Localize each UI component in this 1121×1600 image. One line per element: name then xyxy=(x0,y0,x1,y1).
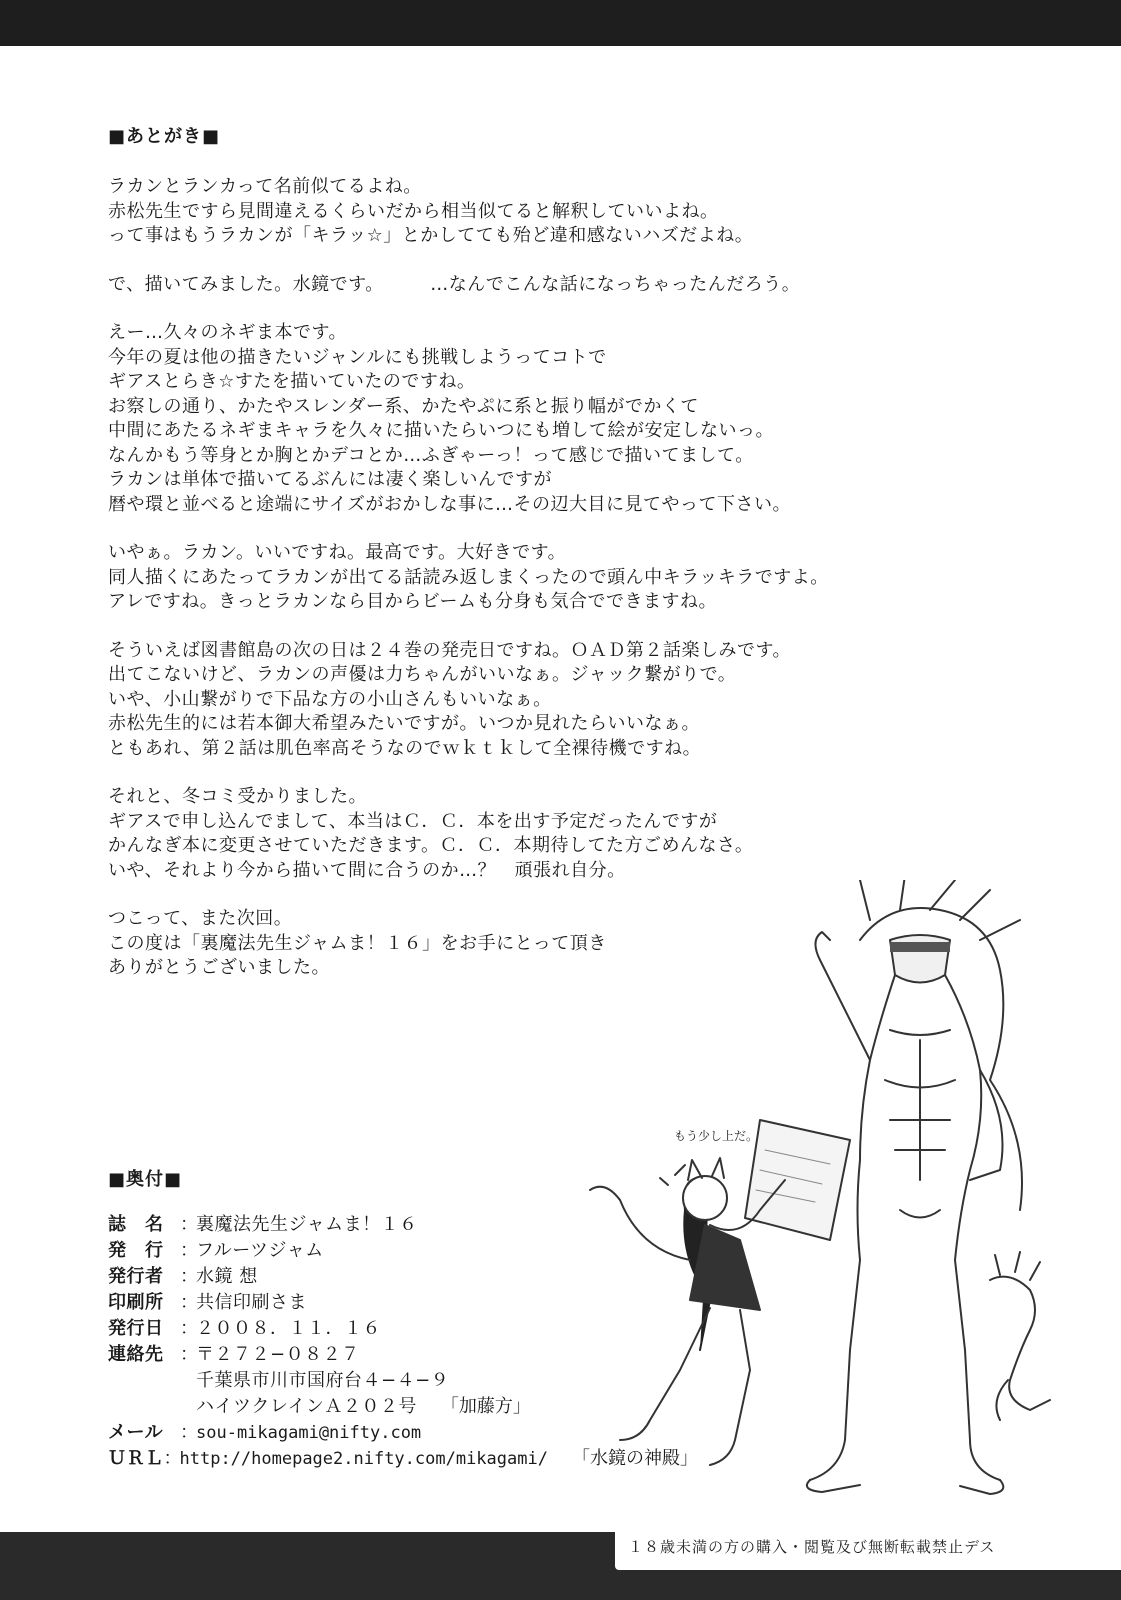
afterword-line: で、描いてみました。水鏡です。 …なんでこんな話になっちゃったんだろう。 xyxy=(108,273,801,295)
top-border xyxy=(0,0,1121,46)
colophon-separator: ： xyxy=(180,1344,198,1365)
colophon-label: ＵＲＬ xyxy=(108,1448,164,1469)
afterword-line: ギアスで申し込んでまして、本当はＣ．Ｃ．本を出す予定だったんですが xyxy=(108,810,718,832)
colophon-note: 「加藤方」 xyxy=(440,1396,531,1417)
website-url: http://homepage2.nifty.com/mikagami/ xyxy=(179,1449,548,1469)
afterword-line: つこって、また次回。 xyxy=(108,908,293,929)
afterword-line: お察しの通り、かたやスレンダー系、かたやぷに系と振り幅がでかくて xyxy=(108,395,699,417)
colophon-separator: ： xyxy=(180,1266,198,1287)
afterword-line: かんなぎ本に変更させていただきます。Ｃ．Ｃ．本期待してた方ごめんなさ。 xyxy=(108,835,754,856)
afterword-line: なんかもう等身とか胸とかデコとか…ふぎゃーっ！って感じで描いてまして。 xyxy=(108,444,754,466)
afterword-line: いや、それより今から描いて間に合うのか…？ 頑張れ自分。 xyxy=(108,859,626,881)
afterword-line: 同人描くにあたってラカンが出てる話読み返しまくったので頭ん中キラッキラですよ。 xyxy=(108,566,829,588)
afterword-paragraph-3 xyxy=(108,321,968,517)
afterword-paragraph-6 xyxy=(108,785,968,883)
afterword-line: この度は「裏魔法先生ジャムま！１６」をお手にとって頂き xyxy=(108,932,607,954)
colophon-label: メール xyxy=(108,1422,164,1443)
afterword-line: 赤松先生的には若本御大希望みたいですが。いつか見れたらいいなぁ。 xyxy=(108,713,700,734)
small-creature-art xyxy=(990,1252,1050,1420)
colophon-separator: ： xyxy=(180,1214,198,1235)
afterword-line: えー…久々のネギま本です。 xyxy=(108,322,348,343)
illustration xyxy=(560,880,1120,1520)
afterword-line: それと、冬コミ受かりました。 xyxy=(108,786,367,807)
afterword-line: いや、小山繋がりで下品な方の小山さんもいいなぁ。 xyxy=(108,688,552,710)
colophon-value: フルーツジャム xyxy=(196,1240,324,1261)
email-address: sou-mikagami@nifty.com xyxy=(196,1423,422,1443)
colophon-label: 発 行 xyxy=(108,1240,164,1261)
colophon-note: 「水鏡の神殿」 xyxy=(571,1448,698,1469)
afterword-line: そういえば図書館島の次の日は２４巻の発売日ですね。ＯＡＤ第２話楽しみです。 xyxy=(108,639,792,661)
colophon-label: 発行者 xyxy=(108,1266,164,1287)
colophon-separator: ： xyxy=(180,1422,198,1443)
afterword-line: 暦や環と並べると途端にサイズがおかしな事に…その辺大目に見てやって下さい。 xyxy=(108,493,792,515)
afterword-line: アレですね。きっとラカンなら目からビームも分身も気合でできますね。 xyxy=(108,591,718,612)
colophon-separator: ： xyxy=(180,1292,198,1313)
afterword-line: ありがとうございました。 xyxy=(108,957,330,978)
colophon-label: 印刷所 xyxy=(108,1292,164,1313)
colophon-separator: ： xyxy=(163,1448,182,1469)
colophon-label: 発行日 xyxy=(108,1318,164,1339)
colophon-value: ハイツクレインＡ２０２号 xyxy=(196,1396,417,1417)
colophon-label xyxy=(108,1394,180,1420)
afterword-line: ラカンとランカって名前似てるよね。 xyxy=(108,176,422,197)
colophon-value: 水鏡 想 xyxy=(196,1266,258,1287)
speech-bubble-text: もう少し上だ。 xyxy=(674,1129,759,1143)
colophon-value: 千葉県市川市国府台４−４−９ xyxy=(196,1370,450,1391)
colophon-label: 連絡先 xyxy=(108,1344,164,1365)
afterword-line: 出てこないけど、ラカンの声優は力ちゃんがいいなぁ。ジャック繋がりで。 xyxy=(108,664,737,685)
colophon-value: 共信印刷さま xyxy=(196,1292,307,1313)
colophon-value: 〒２７２−０８２７ xyxy=(196,1344,360,1365)
afterword-line: って事はもうラカンが「キラッ☆」とかしてても殆ど違和感ないハズだよね。 xyxy=(108,225,754,246)
colophon-separator: ： xyxy=(180,1318,198,1339)
colophon-value: 裏魔法先生ジャムま！１６ xyxy=(196,1214,418,1235)
colophon-label xyxy=(108,1368,180,1394)
colophon-label: 誌 名 xyxy=(108,1214,164,1235)
afterword-line: ラカンは単体で描いてるぶんには凄く楽しいんですが xyxy=(108,469,552,490)
afterword-line: ともあれ、第２話は肌色率高そうなのでｗｋｔｋして全裸待機ですね。 xyxy=(108,737,702,759)
afterword-line: 中間にあたるネギまキャラを久々に描いたらいつにも増して絵が安定しないっ。 xyxy=(108,420,774,441)
colophon-separator: ： xyxy=(180,1240,198,1261)
afterword-line: 赤松先生ですら見間違えるくらいだから相当似てると解釈していいよね。 xyxy=(108,200,719,222)
colophon-heading: ■奥付■ xyxy=(108,1169,183,1190)
afterword-paragraph-4 xyxy=(108,541,968,615)
afterword-line: いやぁ。ラカン。いいですね。最高です。大好きです。 xyxy=(108,542,567,563)
sign-art xyxy=(745,1120,850,1240)
afterword-paragraph-5 xyxy=(108,639,968,762)
afterword-heading: ■あとがき■ xyxy=(108,126,221,147)
afterword-paragraph-2 xyxy=(108,273,968,298)
colophon-value: ２００８．１１．１６ xyxy=(196,1318,381,1339)
afterword-line: ギアスとらき☆すたを描いていたのですね。 xyxy=(108,371,476,392)
afterword-line: 今年の夏は他の描きたいジャンルにも挑戦しようってコトで xyxy=(108,346,607,368)
afterword-paragraph-1 xyxy=(108,175,968,249)
age-restriction-notice: １８歳未満の方の購入・閲覧及び無断転載禁止デス xyxy=(628,1538,996,1556)
